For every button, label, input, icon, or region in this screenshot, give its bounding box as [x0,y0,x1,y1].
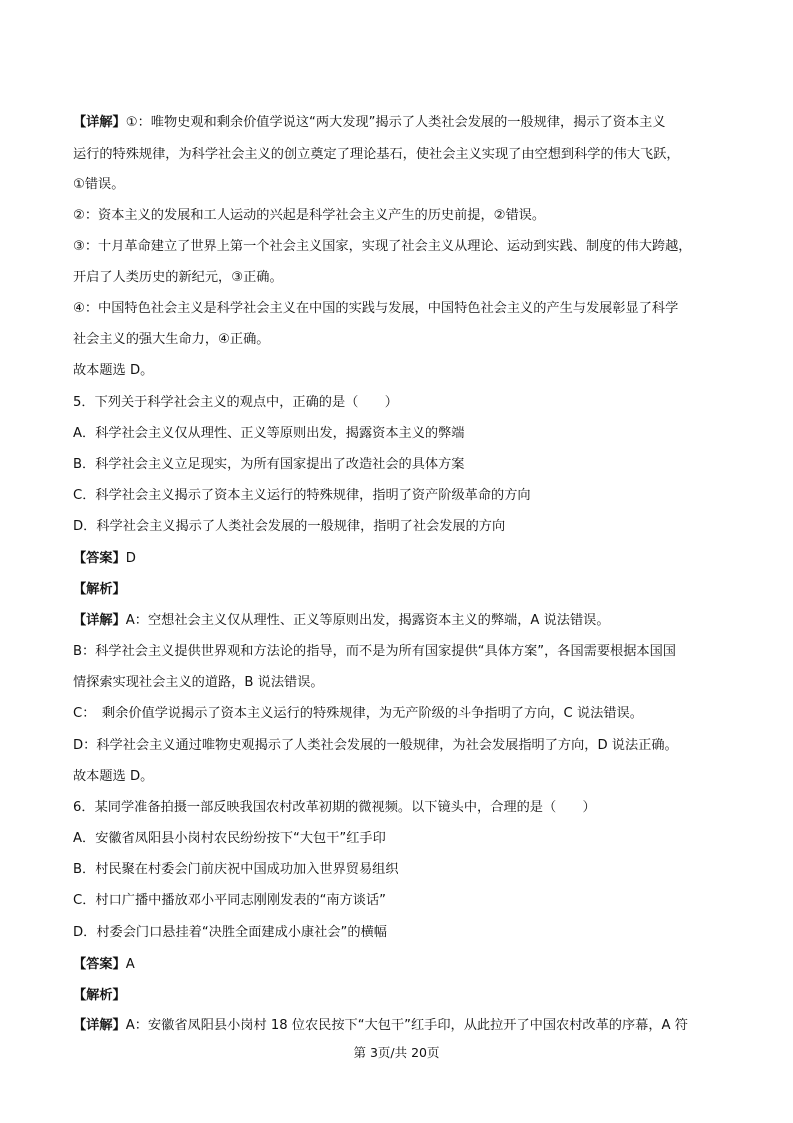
text-line [73,674,733,692]
line-text: C： 剩余价值学说揭示了资本主义运行的特殊规律，为无产阶级的斗争指明了方向，C 说法错误。 [73,706,643,721]
line-text: 5．下列关于科学社会主义的观点中，正确的是（ ） [73,395,398,410]
text-line [73,362,733,380]
line-text: A：空想社会主义仅从理性、正义等原则出发，揭露资本主义的弊端，A 说法错误。 [125,613,610,628]
text-line [73,799,733,817]
line-text: 故本题选 D。 [73,363,154,378]
line-text: 社会主义的强大生命力，④正确。 [73,332,270,347]
line-text: D：科学社会主义通过唯物史观揭示了人类社会发展的一般规律，为社会发展指明了方向，D 说法正确。 [73,738,678,753]
text-line [73,269,733,287]
line-text: D．科学社会主义揭示了人类社会发展的一般规律，指明了社会发展的方向 [73,519,506,534]
line-text: 情探索实现社会主义的道路，B 说法错误。 [73,675,324,690]
text-line [73,924,733,942]
text-line [73,830,733,848]
line-text: A [125,957,135,972]
line-text: A．安徽省凤阳县小岗村农民纷纷按下“大包干”红手印 [73,831,386,846]
text-line [73,425,733,443]
section-tag: 【详解】 [73,115,126,130]
line-text: A：安徽省凤阳县小岗村 18 位农民按下“大包干”红手印，从此拉开了中国农村改革的序幕，A 符 [125,1018,688,1033]
text-line [73,114,733,132]
text-line [73,612,733,630]
line-text: 运行的特殊规律，为科学社会主义的创立奠定了理论基石，使社会主义实现了由空想到科学的伟大飞跃， [73,147,680,162]
line-text: ①错误。 [73,177,125,192]
line-text: 6．某同学准备拍摄一部反映我国农村改革初期的微视频。以下镜头中，合理的是（ ） [73,800,596,815]
line-text: A．科学社会主义仅从理性、正义等原则出发，揭露资本主义的弊端 [73,426,465,441]
line-text: C．科学社会主义揭示了资本主义运行的特殊规律，指明了资产阶级革命的方向 [73,488,531,503]
text-line [73,146,733,164]
section-tag: 【解析】 [73,582,126,597]
line-text: B：科学社会主义提供世界观和方法论的指导，而不是为所有国家提供“具体方案”，各国需要根据本国国 [73,644,676,659]
text-line [73,207,733,225]
text-line [73,737,733,755]
line-text: 开启了人类历史的新纪元，③正确。 [73,270,283,285]
line-text: B．科学社会主义立足现实，为所有国家提出了改造社会的具体方案 [73,457,465,472]
line-text: C．村口广播中播放邓小平同志刚刚发表的“南方谈话” [73,893,386,908]
text-line [73,238,733,256]
section-tag: 【详解】 [73,1018,126,1033]
text-line [73,892,733,910]
line-text: ②：资本主义的发展和工人运动的兴起是科学社会主义产生的历史前提，②错误。 [73,208,546,223]
line-text: B．村民聚在村委会门前庆祝中国成功加入世界贸易组织 [73,862,399,877]
line-text: 故本题选 D。 [73,769,154,784]
text-line [73,861,733,879]
section-tag: 【解析】 [73,988,126,1003]
line-text: D．村委会门口悬挂着“决胜全面建成小康社会”的横幅 [73,925,387,940]
text-line [73,300,733,318]
text-line [73,518,733,536]
line-text: ①：唯物史观和剩余价值学说这“两大发现”揭示了人类社会发展的一般规律，揭示了资本主义 [125,115,666,130]
page-footer: 第 3页/共 20页 [353,1045,440,1060]
line-text: D [125,551,136,566]
text-line [73,956,733,974]
section-tag: 【答案】 [73,957,126,972]
section-tag: 【详解】 [73,613,126,628]
text-line [73,487,733,505]
section-tag: 【答案】 [73,551,126,566]
text-line [73,643,733,661]
line-text: ③：十月革命建立了世界上第一个社会主义国家，实现了社会主义从理论、运动到实践、制度的伟大跨越， [73,239,692,254]
text-line [73,456,733,474]
text-line [73,550,733,568]
text-line [73,331,733,349]
text-line [73,987,733,1005]
text-line [73,1017,733,1035]
text-line [73,176,733,194]
line-text: ④：中国特色社会主义是科学社会主义在中国的实践与发展，中国特色社会主义的产生与发展彰显了科学 [73,301,679,316]
text-line [73,705,733,723]
text-line [73,394,733,412]
text-line [73,581,733,599]
text-line [73,768,733,786]
